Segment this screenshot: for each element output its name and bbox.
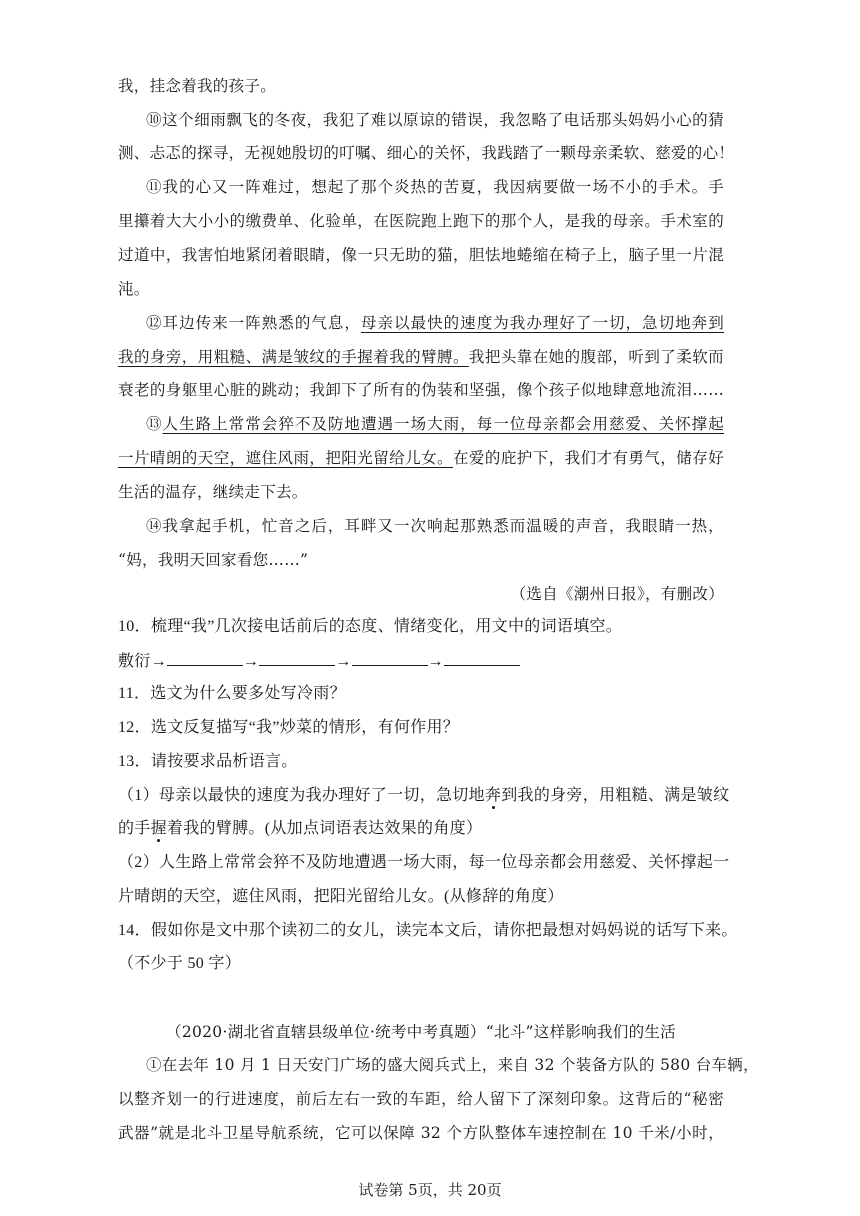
- text-line: 沌。: [118, 280, 150, 298]
- text-line: [118, 347, 724, 367]
- fill-blank-1[interactable]: [167, 651, 243, 666]
- question-13-1-line: [118, 786, 730, 806]
- question-13-2-line: 片晴朗的天空，遮住风雨，把阳光留给儿女。(从修辞的角度）: [118, 888, 564, 905]
- text-line: 测、忐忑的探寻，无视她殷切的叮嘱、细心的关怀，我践踏了一颗母亲柔软、慈爱的心！: [118, 144, 735, 162]
- paragraph-14-line: ⑭我拿起手机，忙音之后，耳畔又一次响起那熟悉而温暖的声音，我眼睛一热，: [146, 517, 724, 535]
- question-13-2-line: （2）人生路上常常会猝不及防地遭遇一场大雨，每一位母亲都会用慈爱、关怀撑起一: [118, 854, 730, 871]
- question-14: 14．假如你是文中那个读初二的女儿，读完本文后，请你把最想对妈妈说的话写下来。: [118, 922, 738, 939]
- text-span: （1）母亲以最快的速度为我办理好了一切，急切地: [118, 787, 485, 804]
- page-footer: 试卷第 5页，共 20页: [358, 1181, 502, 1199]
- text-line: 衰老的身躯里心脏的跳动；我卸下了所有的伪装和坚强，像个孩子似地肆意地流泪……: [118, 381, 724, 399]
- question-10-fill-row: [118, 651, 724, 672]
- text-span: 的手: [118, 820, 151, 837]
- question-13-1-line: [118, 819, 724, 839]
- passage-heading: （2020·湖北省直辖县级单位·统考中考真题）“北斗”这样影响我们的生活: [166, 1023, 676, 1041]
- paragraph-13-line: [146, 414, 724, 434]
- source-citation: （选自《潮州日报》，有删改）: [510, 585, 724, 603]
- text-line: “妈，我明天回家看您……”: [118, 551, 309, 569]
- text-span: 我把头靠在她的腹部，听到了柔软而: [468, 348, 724, 366]
- dotted-word: 握: [150, 820, 167, 837]
- fill-blank-3[interactable]: [352, 651, 428, 666]
- text-span: 在爱的庇护下，我们才有勇气，储存好: [452, 449, 724, 467]
- text-line: [118, 448, 724, 468]
- question-12: 12．选文反复描写“我”炒菜的情形，有何作用？: [118, 719, 460, 736]
- question-13: 13．请按要求品析语言。: [118, 753, 298, 770]
- paragraph-12-line: [146, 313, 724, 333]
- passage2-line: 以整齐划一的行进速度，前后左右一致的车距，给人留下了深刻印象。这背后的“秘密: [118, 1090, 724, 1108]
- arrow-icon: →: [335, 653, 352, 670]
- text-span: ⑫耳边传来一阵熟悉的气息，: [146, 314, 361, 332]
- paragraph-10-line: ⑩这个细雨飘飞的冬夜，我犯了难以原谅的错误，我忽略了电话那头妈妈小心的猜: [146, 111, 724, 129]
- paragraph-number: ⑬: [146, 415, 163, 433]
- question-11: 11．选文为什么要多处写冷雨？: [118, 685, 346, 702]
- paragraph-11-line: ⑪我的心又一阵难过，想起了那个炎热的苦夏，我因病要做一场不小的手术。手: [146, 178, 724, 196]
- question-14-requirement: （不少于 50 字）: [118, 955, 242, 972]
- arrow-icon: →: [427, 653, 444, 670]
- text-line: 过道中，我害怕地紧闭着眼睛，像一只无助的猫，胆怯地蜷缩在椅子上，脑子里一片混: [118, 246, 724, 264]
- fill-blank-2[interactable]: [259, 651, 335, 666]
- passage2-line: ①在去年 10 月 1 日天安门广场的盛大阅兵式上，来自 32 个装备方队的 580 台车辆，: [146, 1056, 759, 1074]
- fill-start-word: 敷衍: [118, 653, 151, 670]
- text-line: 我，挂念着我的孩子。: [118, 77, 277, 95]
- text-line: 生活的温存，继续走下去。: [118, 483, 308, 501]
- text-span: 着我的臂膊。(从加点词语表达效果的角度）: [166, 820, 483, 837]
- text-line: 里攥着大大小小的缴费单、化验单，在医院跑上跑下的那个人，是我的母亲。手术室的: [118, 212, 724, 230]
- fill-blank-4[interactable]: [444, 651, 520, 666]
- underlined-sentence: 我的身旁，用粗糙、满是皱纹的手握着我的臂膊。: [118, 348, 469, 366]
- question-10: 10．梳理“我”几次接电话前后的态度、情绪变化，用文中的词语填空。: [118, 618, 623, 635]
- arrow-icon: →: [150, 653, 167, 670]
- underlined-sentence: 一片晴朗的天空，遮住风雨，把阳光留给儿女。: [118, 449, 453, 467]
- dotted-word: 奔: [484, 787, 502, 804]
- text-span: 到我的身旁，用粗糙、满是皱纹: [501, 787, 730, 804]
- underlined-sentence: 人生路上常常会猝不及防地遭遇一场大雨，每一位母亲都会用慈爱、关怀撑起: [162, 415, 724, 433]
- passage2-line: 武器”就是北斗卫星导航系统，它可以保障 32 个方队整体车速控制在 10 千米/小时，: [118, 1124, 724, 1142]
- underlined-sentence: 母亲以最快的速度为我办理好了一切，急切地奔到: [360, 314, 725, 332]
- arrow-icon: →: [242, 653, 260, 670]
